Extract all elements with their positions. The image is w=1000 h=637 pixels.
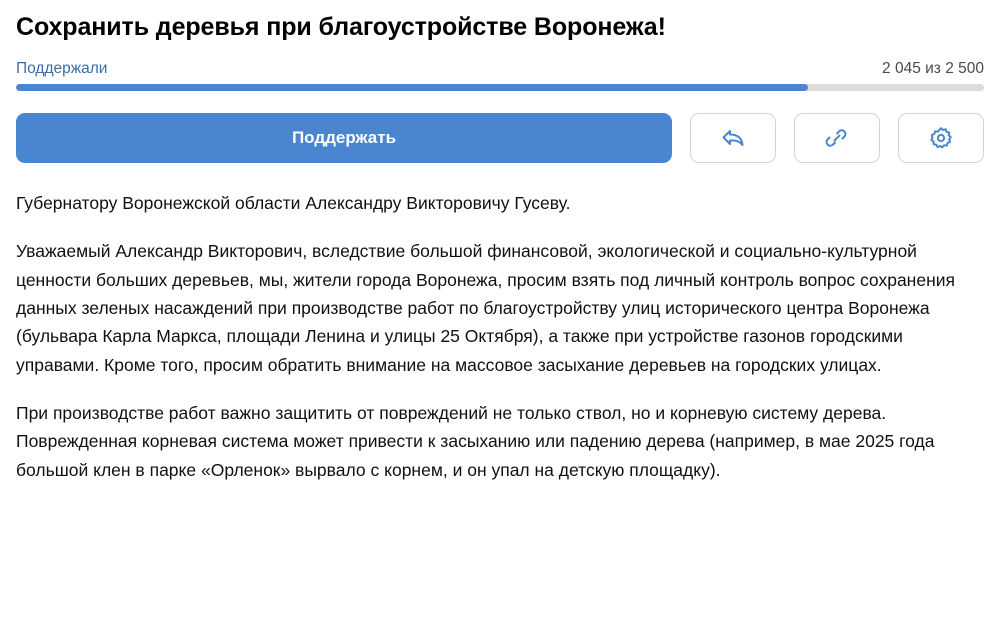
petition-paragraph: При производстве работ важно защитить от повреждений не только ствол, но и корневую систему дерева. Поврежденная корневая система может привести к засыханию или падению дерева (например, в мае 2025 года большой клен в парке «Орленок» вырвало с корнем, и он упал на детскую площадку). <box>16 403 935 480</box>
share-arrow-icon <box>720 126 746 150</box>
page-title: Сохранить деревья при благоустройстве Воронежа! <box>16 13 666 41</box>
petition-body <box>16 189 984 484</box>
support-progress-fill <box>16 84 808 91</box>
link-icon <box>824 126 850 150</box>
settings-button[interactable] <box>898 113 984 163</box>
support-progress-header <box>16 60 984 78</box>
petition-paragraph: Уважаемый Александр Викторович, вследствие большой финансовой, экологической и социально-культурной ценности больших деревьев, мы, жители города Воронежа, просим взять под личный контроль вопрос сохранения данных зеленых насаждений при производстве работ по благоустройству улиц исторического центра Воронежа (бульвара Карла Маркса, площади Ленина и улицы 25 Октября), а также при устройстве газонов городскими управами. Кроме того, просим обратить внимание на массовое засыхание деревьев на городских улицах. <box>16 241 955 375</box>
action-bar <box>16 113 984 163</box>
support-button[interactable]: Поддержать <box>16 113 672 163</box>
support-label: Поддержали <box>16 60 108 77</box>
share-button[interactable] <box>690 113 776 163</box>
gear-icon <box>928 125 954 151</box>
support-progress-bar <box>16 84 984 91</box>
support-count: 2 045 из 2 500 <box>882 60 984 77</box>
petition-paragraph: Губернатору Воронежской области Александру Викторовичу Гусеву. <box>16 193 571 213</box>
copy-link-button[interactable] <box>794 113 880 163</box>
